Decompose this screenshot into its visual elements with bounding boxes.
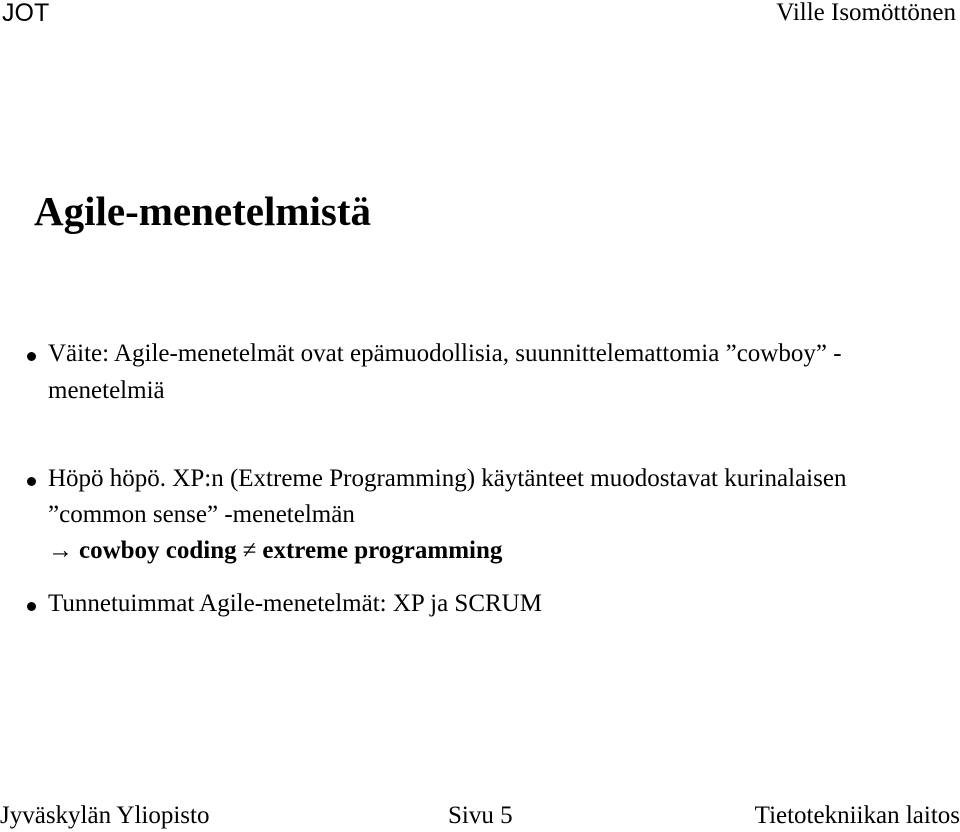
inequality-right-term: extreme programming <box>262 537 503 564</box>
bullet-dot-icon <box>27 477 36 486</box>
bullet-dot-icon <box>27 352 36 361</box>
footer-department: Tietotekniikan laitos <box>754 802 960 829</box>
bullet-text-line: Höpö höpö. XP:n (Extreme Programming) käytänteet muodostavat kurinalaisen <box>48 465 847 492</box>
header-course-name: JOT <box>2 0 50 27</box>
inequality-line <box>48 534 502 568</box>
bullet-text-line: Väite: Agile-menetelmät ovat epämuodollisia, suunnittelemattomia ”cowboy” - <box>48 340 842 367</box>
header-author-name: Ville Isomöttönen <box>776 0 956 26</box>
right-arrow-icon: → <box>48 537 73 564</box>
bullet-text-line: ”common sense” -menetelmän <box>48 501 355 528</box>
bullet-dot-icon <box>27 602 36 611</box>
bullet-text-line: Tunnetuimmat Agile-menetelmät: XP ja SCRUM <box>48 590 542 617</box>
bullet-text-line: menetelmiä <box>48 377 165 404</box>
not-equal-icon: ≠ <box>242 537 257 564</box>
footer-page-number: Sivu 5 <box>448 802 513 829</box>
footer-university: Jyväskylän Yliopisto <box>0 802 210 829</box>
slide-title: Agile-menetelmistä <box>34 188 371 234</box>
inequality-left-term: cowboy coding <box>79 537 237 564</box>
